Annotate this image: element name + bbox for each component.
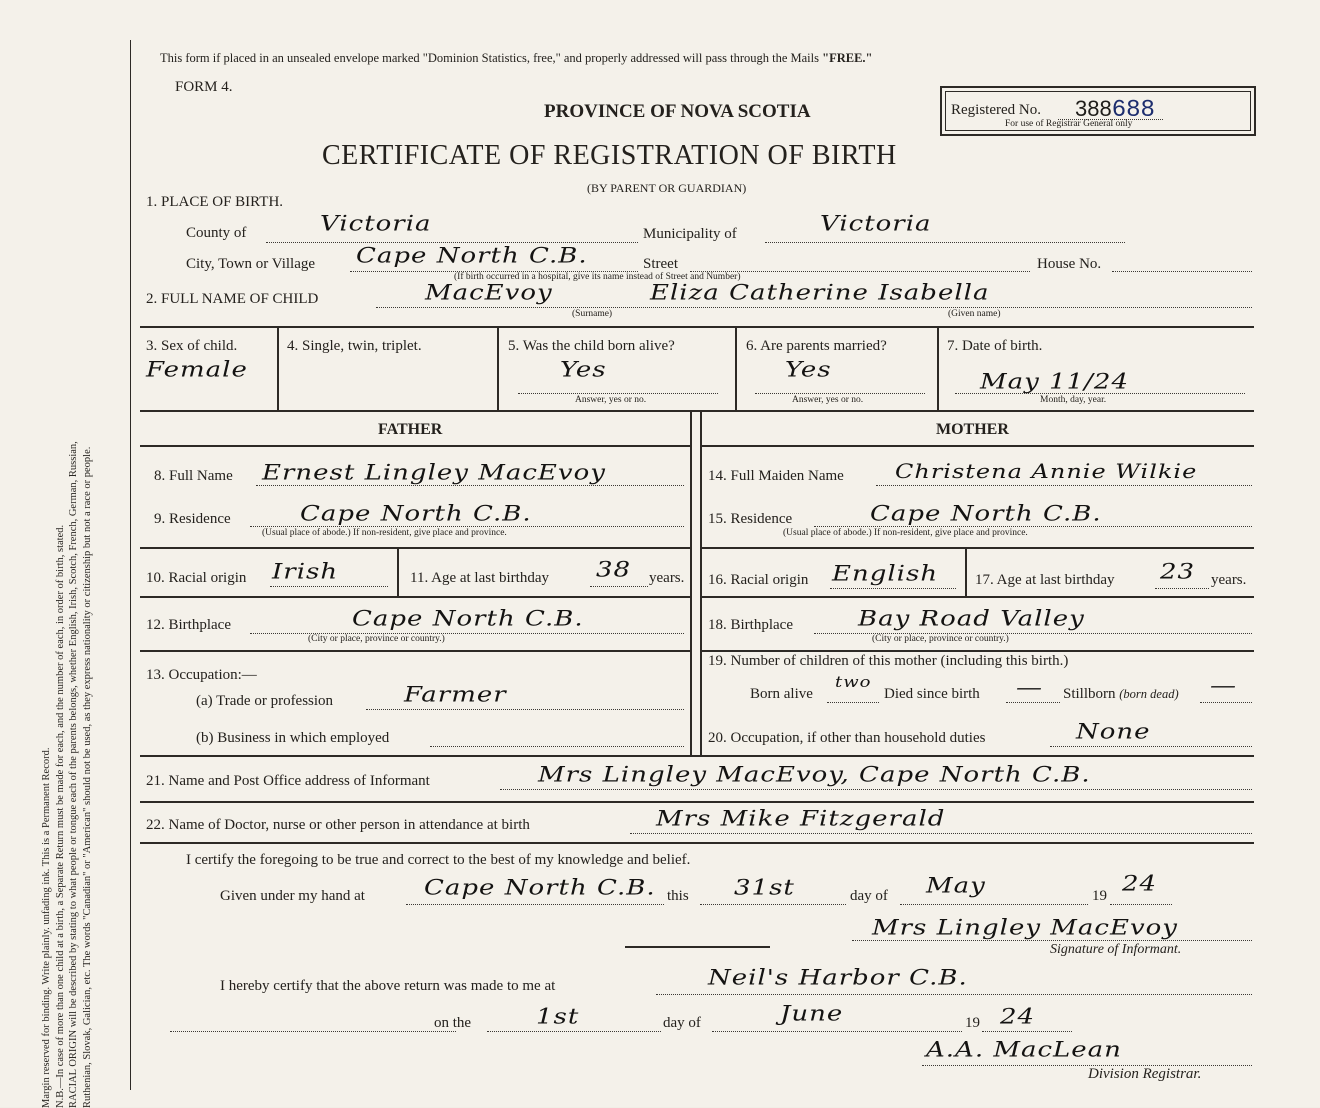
father-age-line <box>590 586 648 587</box>
died-since-birth-line <box>1006 702 1060 703</box>
born-alive-caption: Answer, yes or no. <box>575 395 647 405</box>
given-under-label: Given under my hand at <box>220 888 365 904</box>
father-heading-rule <box>140 445 690 447</box>
father-birthplace-caption: (City or place, province or country.) <box>308 634 445 644</box>
born-alive-count-line <box>827 702 879 703</box>
mother-age-unit: years. <box>1211 572 1247 588</box>
registrar-day-line <box>487 1031 661 1032</box>
father-race-line <box>270 586 388 587</box>
registrar-year-value[interactable]: 24 <box>1000 1004 1036 1029</box>
mother-residence-line <box>814 526 1252 527</box>
father-business-line <box>430 746 684 747</box>
child-name-label: 2. FULL NAME OF CHILD <box>146 291 319 307</box>
mother-occupation-label: 20. Occupation, if other than household duties <box>708 730 986 746</box>
mother-name-label: 14. Full Maiden Name <box>708 468 844 484</box>
row3-bottom-rule <box>140 410 1254 412</box>
mother-rule-2 <box>700 596 1254 598</box>
father-right-rule <box>690 410 692 755</box>
married-caption: Answer, yes or no. <box>792 395 864 405</box>
father-name-value[interactable]: Ernest Lingley MacEvoy <box>262 460 606 485</box>
given-day-value[interactable]: 31st <box>734 875 795 900</box>
street-line <box>690 271 1030 272</box>
row3-divider-1 <box>277 326 279 410</box>
given-month-line <box>900 904 1088 905</box>
father-trade-label: (a) Trade or profession <box>196 693 334 709</box>
given-year-value[interactable]: 24 <box>1122 871 1158 896</box>
married-line <box>755 393 925 394</box>
mother-residence-value[interactable]: Cape North C.B. <box>870 501 1102 526</box>
mother-children-label: 19. Number of children of this mother (including this birth.) <box>708 653 1069 669</box>
mother-age-label: 17. Age at last birthday <box>975 572 1115 588</box>
informant-line <box>500 789 1252 790</box>
born-alive-value[interactable]: Yes <box>560 357 607 382</box>
mother-race-value[interactable]: English <box>832 561 939 586</box>
registered-label: Registered No. <box>951 102 1041 118</box>
municipality-label: Municipality of <box>643 226 737 242</box>
died-since-birth-label: Died since birth <box>884 686 980 702</box>
mother-rule-1 <box>700 547 1254 549</box>
child-surname-value[interactable]: MacEvoy <box>425 280 553 305</box>
registrar-day-value[interactable]: 1st <box>536 1004 580 1029</box>
informant-signature-line <box>852 940 1252 941</box>
margin-note-2: N.B.—In case of more than one child at a birth, a Separate Return must be made for each, and the number of each, in order of birth, stated. <box>54 524 66 1108</box>
informant-value[interactable]: Mrs Lingley MacEvoy, Cape North C.B. <box>538 762 1091 787</box>
mother-race-line <box>830 588 956 589</box>
margin-note-1: Margin reserved for binding. Write plainly. unfading ink. This is a Permanent Record. <box>41 747 52 1108</box>
registrar-signature-line <box>922 1065 1252 1066</box>
given-day-of-label: day of <box>850 888 888 904</box>
registrar-month-line <box>712 1031 962 1032</box>
born-alive-count-value[interactable]: two <box>835 673 872 691</box>
mother-age-value[interactable]: 23 <box>1160 559 1196 584</box>
born-alive-line <box>518 393 718 394</box>
municipality-value[interactable]: Victoria <box>820 211 932 236</box>
doctor-label: 22. Name of Doctor, nurse or other person in attendance at birth <box>146 817 530 833</box>
city-label: City, Town or Village <box>186 256 316 272</box>
given-place-value[interactable]: Cape North C.B. <box>424 875 656 900</box>
place-of-birth-heading: 1. PLACE OF BIRTH. <box>146 194 284 210</box>
father-business-label: (b) Business in which employed <box>196 730 390 746</box>
father-birthplace-label: 12. Birthplace <box>146 617 231 633</box>
plurality-label: 4. Single, twin, triplet. <box>287 338 422 354</box>
father-age-label: 11. Age at last birthday <box>410 570 549 586</box>
sex-label: 3. Sex of child. <box>146 338 238 354</box>
house-number-label: House No. <box>1037 256 1102 272</box>
child-given-name-value[interactable]: Eliza Catherine Isabella <box>650 280 990 305</box>
mother-heading: MOTHER <box>936 421 1009 438</box>
mother-residence-label: 15. Residence <box>708 511 793 527</box>
child-name-line <box>376 307 1252 308</box>
registrar-place-line <box>656 994 1252 995</box>
mother-race-label: 16. Racial origin <box>708 572 809 588</box>
father-race-value[interactable]: Irish <box>272 559 339 584</box>
registered-number-stamp: 388688 <box>1075 96 1155 124</box>
given-place-line <box>406 904 664 905</box>
hospital-note: (If birth occurred in a hospital, give its name instead of Street and Number) <box>454 272 741 282</box>
mother-occupation-value[interactable]: None <box>1076 719 1151 744</box>
registrar-on-the-label: on the <box>434 1015 472 1031</box>
father-heading: FATHER <box>378 421 443 438</box>
separator-line <box>625 946 770 948</box>
doctor-line <box>630 833 1252 834</box>
registrar-statement: I hereby certify that the above return was made to me at <box>220 978 556 994</box>
informant-signature[interactable]: Mrs Lingley MacEvoy <box>872 915 1178 940</box>
registrar-day-of-label: day of <box>663 1015 701 1031</box>
father-name-line <box>256 485 684 486</box>
mother-race-divider <box>965 547 967 596</box>
father-trade-value[interactable]: Farmer <box>404 682 507 707</box>
mail-notice: This form if placed in an unsealed envelope marked "Dominion Statistics, free," and properly addressed will pass through the Mails "FREE." <box>160 51 873 65</box>
father-age-unit: years. <box>649 570 685 586</box>
informant-rule <box>140 801 1254 803</box>
registrar-signature[interactable]: A.A. MacLean <box>926 1037 1122 1062</box>
date-of-birth-caption: Month, day, year. <box>1040 395 1107 405</box>
mother-birthplace-caption: (City or place, province or country.) <box>872 634 1009 644</box>
given-name-caption: (Given name) <box>948 309 1001 319</box>
surname-caption: (Surname) <box>572 309 613 319</box>
stillborn-label: Stillborn (born dead) <box>1063 686 1179 702</box>
date-of-birth-value[interactable]: May 11/24 <box>980 369 1130 394</box>
page-subtitle: (BY PARENT OR GUARDIAN) <box>587 181 747 195</box>
sex-value[interactable]: Female <box>146 357 248 382</box>
father-race-label: 10. Racial origin <box>146 570 247 586</box>
married-value[interactable]: Yes <box>785 357 832 382</box>
father-occupation-label: 13. Occupation:— <box>146 667 257 683</box>
mother-name-line <box>876 485 1252 486</box>
row3-top-rule <box>140 326 1254 328</box>
mother-birthplace-value[interactable]: Bay Road Valley <box>858 606 1085 631</box>
doctor-value[interactable]: Mrs Mike Fitzgerald <box>656 806 946 831</box>
page-title: CERTIFICATE OF REGISTRATION OF BIRTH <box>322 140 897 171</box>
father-rule-2 <box>140 596 690 598</box>
mother-residence-caption: (Usual place of abode.) If non-resident, give place and province. <box>783 528 1028 538</box>
registrar-blank-line <box>170 1031 456 1032</box>
registrar-month-value[interactable]: June <box>780 1001 844 1026</box>
given-day-line <box>700 904 846 905</box>
given-year-prefix: 19 <box>1092 888 1107 904</box>
given-this-label: this <box>667 888 689 904</box>
city-value[interactable]: Cape North C.B. <box>356 243 588 268</box>
informant-label: 21. Name and Post Office address of Informant <box>146 773 430 789</box>
mother-name-value[interactable]: Christena Annie Wilkie <box>895 460 1198 483</box>
father-residence-line <box>250 526 684 527</box>
binding-margin-line <box>130 40 131 1090</box>
mother-left-rule <box>700 410 702 755</box>
mother-heading-rule <box>700 445 1254 447</box>
registrar-place-value[interactable]: Neil's Harbor C.B. <box>708 965 968 990</box>
father-rule-3 <box>140 650 690 652</box>
row3-divider-3 <box>735 326 737 410</box>
parents-bottom-rule <box>140 755 1254 757</box>
mother-birthplace-label: 18. Birthplace <box>708 617 793 633</box>
stillborn-value[interactable]: — <box>1210 673 1237 698</box>
died-since-birth-value[interactable]: — <box>1016 675 1043 700</box>
street-label: Street <box>643 256 678 272</box>
father-age-value[interactable]: 38 <box>596 557 632 582</box>
father-birthplace-value[interactable]: Cape North C.B. <box>352 606 584 631</box>
registrar-year-prefix: 19 <box>965 1015 980 1031</box>
municipality-line <box>765 242 1125 243</box>
margin-instructions <box>40 48 135 1108</box>
registrar-caption: Division Registrar. <box>1088 1066 1202 1082</box>
married-label: 6. Are parents married? <box>746 338 887 354</box>
mother-occupation-line <box>1050 746 1252 747</box>
informant-signature-caption: Signature of Informant. <box>1050 942 1182 957</box>
stillborn-line <box>1200 702 1252 703</box>
father-residence-label: 9. Residence <box>154 511 231 527</box>
father-rule-1 <box>140 547 690 549</box>
born-alive-label: 5. Was the child born alive? <box>508 338 675 354</box>
father-race-divider <box>397 547 399 596</box>
given-month-value[interactable]: May <box>926 873 986 898</box>
father-residence-value[interactable]: Cape North C.B. <box>300 501 532 526</box>
doctor-rule <box>140 842 1254 844</box>
margin-note-3: RACIAL ORIGIN will be described by stating to what people or tongue each of the parents belongs, whether English, Irish, Scotch, French, German, Russian, <box>68 441 79 1108</box>
margin-note-4: Ruthenian, Slovak, Galician, etc. The words "Canadian" or "American" should not be used, as they express nationality or citizenship but not a race or people. <box>81 446 93 1108</box>
row3-divider-2 <box>497 326 499 410</box>
county-value[interactable]: Victoria <box>320 211 432 236</box>
date-of-birth-line <box>955 393 1245 394</box>
row3-divider-4 <box>937 326 939 410</box>
born-alive-count-label: Born alive <box>750 686 813 702</box>
father-trade-line <box>366 709 684 710</box>
registrar-year-line <box>982 1031 1072 1032</box>
father-residence-caption: (Usual place of abode.) If non-resident, give place and province. <box>262 528 507 538</box>
registered-note: For use of Registrar General only <box>1005 119 1133 129</box>
father-name-label: 8. Full Name <box>154 468 233 484</box>
given-year-line <box>1110 904 1172 905</box>
date-of-birth-label: 7. Date of birth. <box>947 338 1043 354</box>
house-number-line <box>1112 271 1252 272</box>
mother-age-line <box>1155 588 1209 589</box>
county-label: County of <box>186 225 247 241</box>
mother-rule-3 <box>700 650 1254 652</box>
certification-statement: I certify the foregoing to be true and correct to the best of my knowledge and belief. <box>186 852 691 868</box>
province-heading: PROVINCE OF NOVA SCOTIA <box>544 101 811 122</box>
form-number: FORM 4. <box>175 79 233 95</box>
